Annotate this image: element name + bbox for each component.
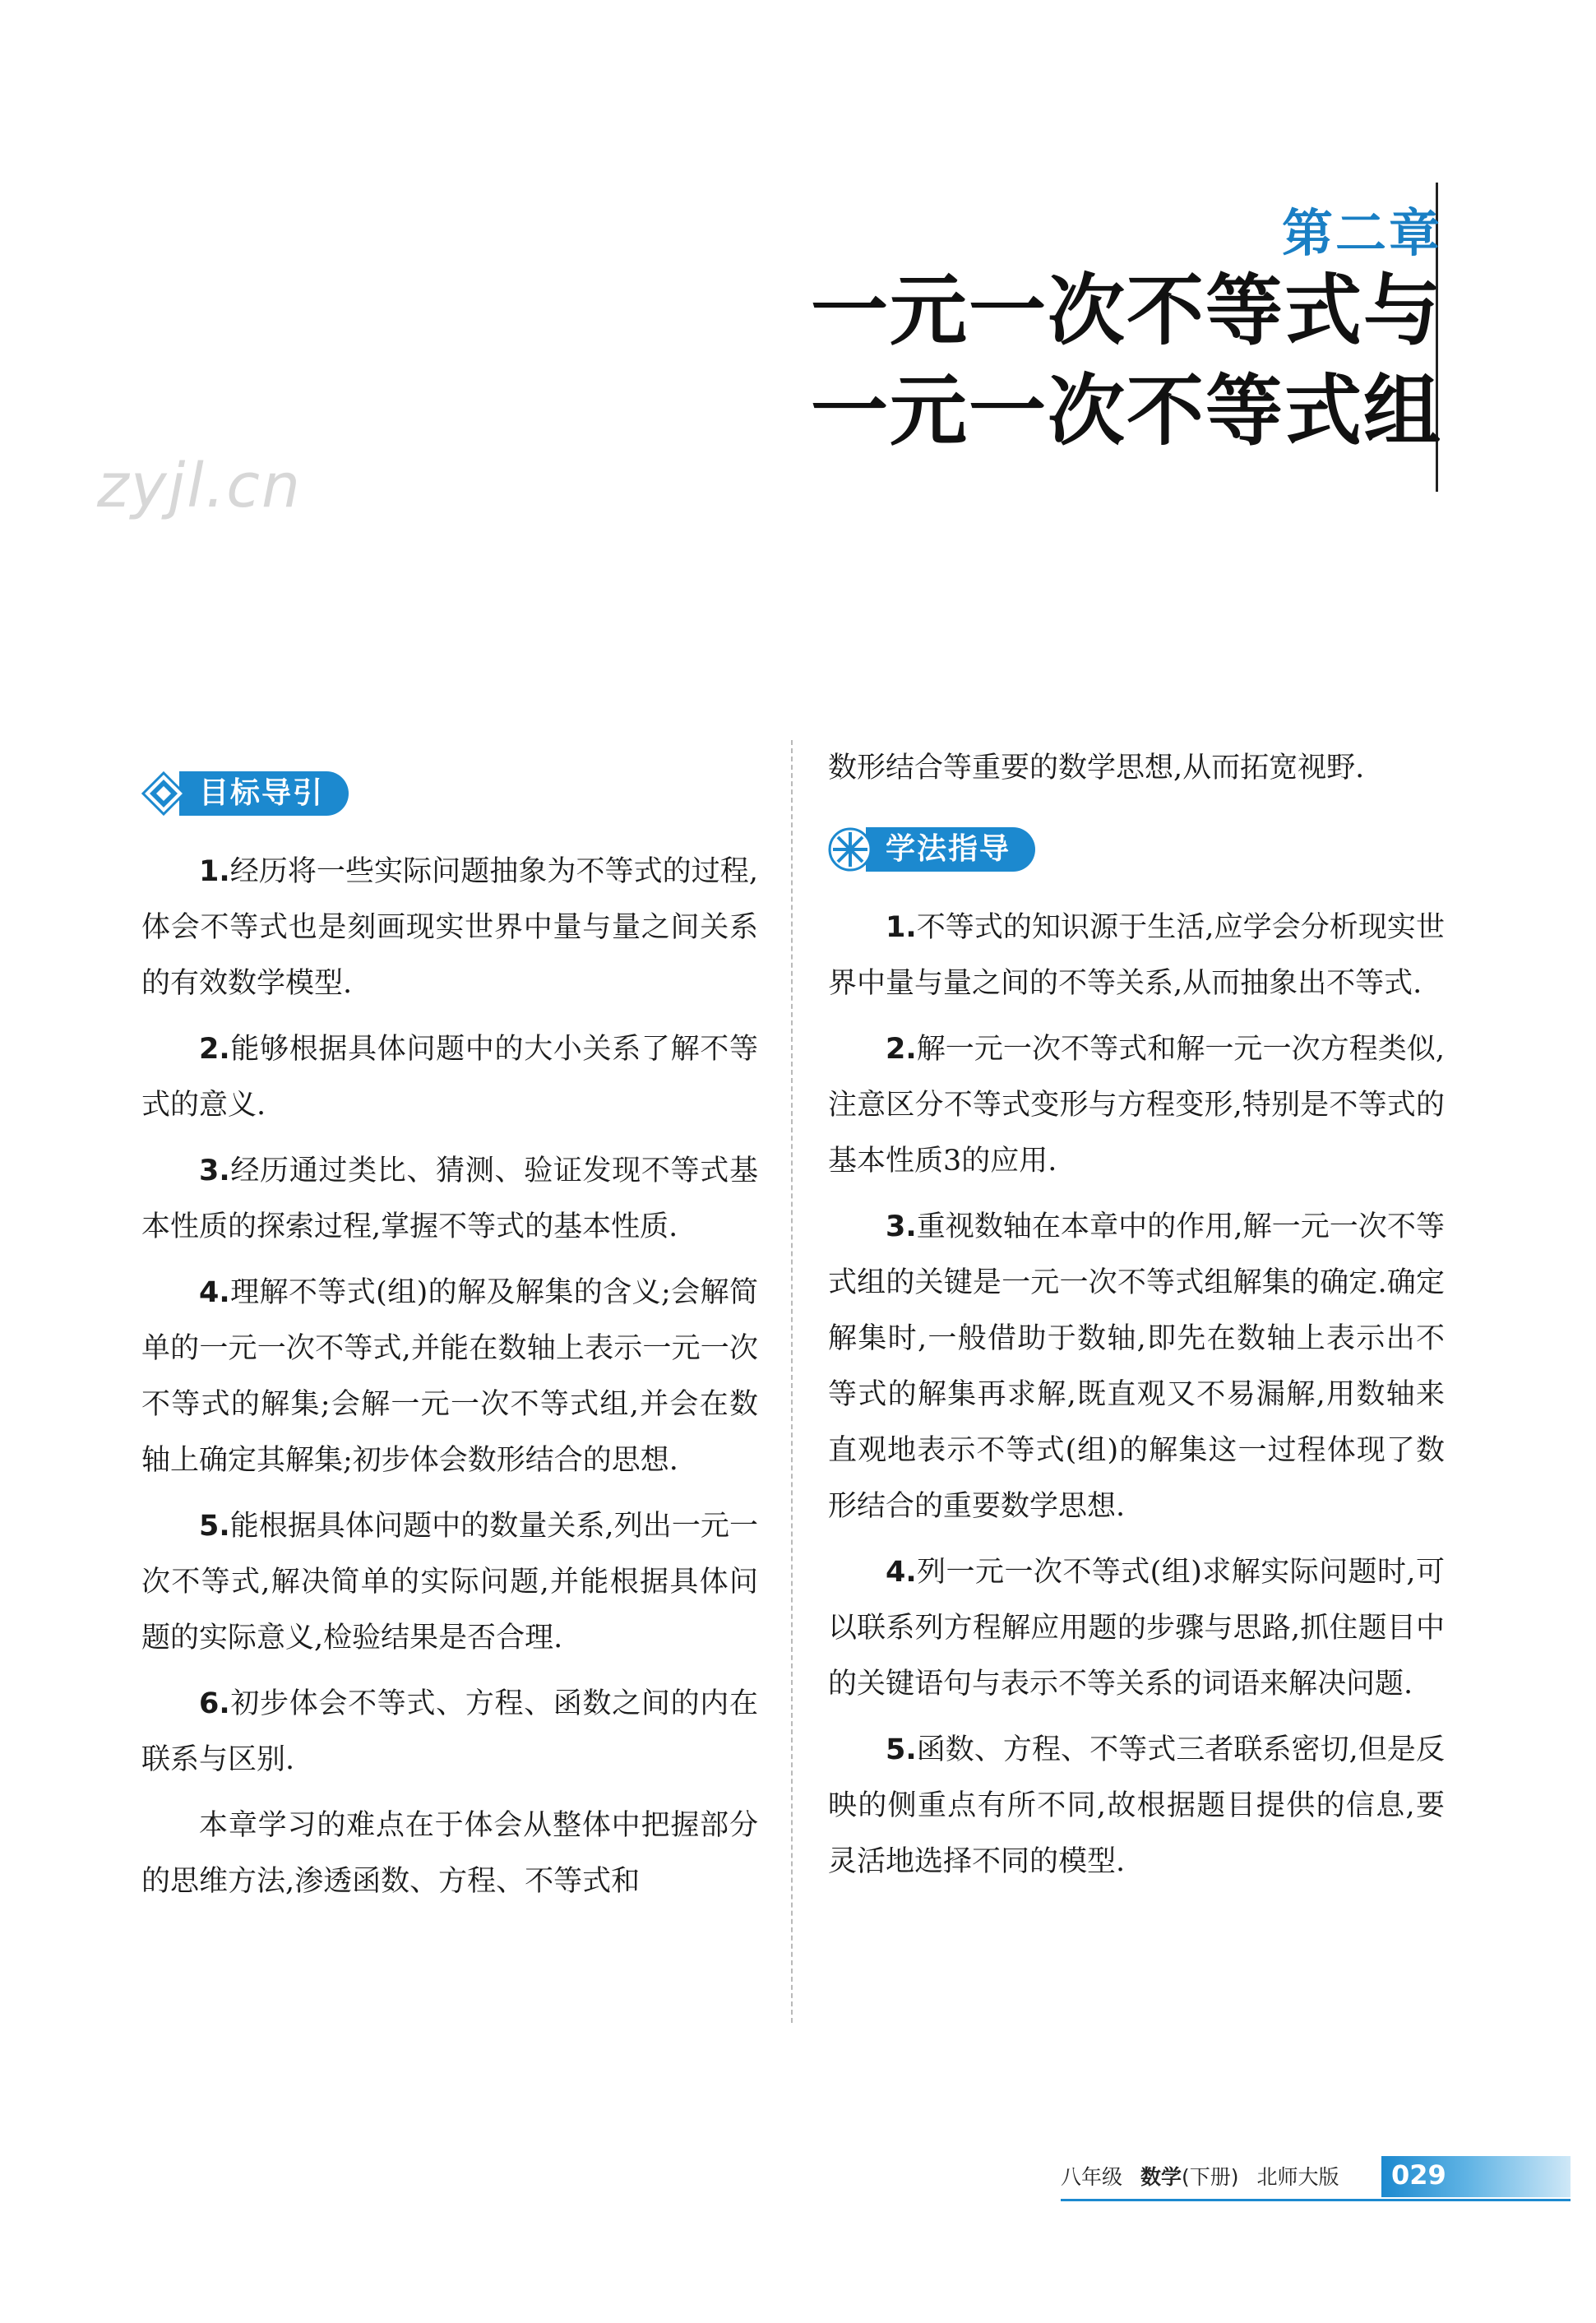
item-text: 能根据具体问题中的数量关系,列出一元一次不等式,解决简单的实际问题,并能根据具体问题的实际意义,检验结果是否合理. <box>141 1510 758 1654</box>
item-number: 2. <box>199 1033 230 1066</box>
list-item <box>141 1265 758 1488</box>
methods-list <box>828 900 1445 1890</box>
goals-list <box>141 844 758 1788</box>
list-item <box>828 1199 1445 1534</box>
section-title-goals: 目标导引 <box>179 771 349 816</box>
item-number: 1. <box>199 855 230 888</box>
page-footer <box>1061 2156 1571 2202</box>
left-column <box>141 740 758 1919</box>
chapter-title-line-1: 一元一次不等式与 <box>810 266 1442 357</box>
list-item <box>141 1498 758 1666</box>
footer-subject: 数学 <box>1140 2165 1182 2189</box>
page-number-box <box>1381 2156 1571 2197</box>
item-number: 5. <box>886 1733 917 1766</box>
list-item <box>141 1143 758 1255</box>
section-title-methods: 学法指导 <box>866 827 1035 872</box>
item-text: 解一元一次不等式和解一元一次方程类似,注意区分不等式变形与方程变形,特别是不等式的基本性质3的应用. <box>828 1033 1445 1178</box>
item-number: 1. <box>886 911 917 944</box>
watermark: zyjl.cn <box>97 451 302 521</box>
list-item <box>141 844 758 1011</box>
section-badge-goals <box>141 771 349 816</box>
closing-paragraph: 本章学习的难点在于体会从整体中把握部分的思维方法,渗透函数、方程、不等式和 <box>141 1809 758 1898</box>
diamond-icon <box>141 771 186 816</box>
item-text: 能够根据具体问题中的大小关系了解不等式的意义. <box>141 1033 758 1122</box>
item-number: 4. <box>886 1556 917 1589</box>
list-item <box>828 1544 1445 1712</box>
footer-volume: (下册) <box>1182 2165 1239 2189</box>
item-text: 经历将一些实际问题抽象为不等式的过程,体会不等式也是刻画现实世界中量与量之间关系的有效数学模型. <box>141 855 758 1000</box>
right-column <box>828 740 1445 1900</box>
item-number: 6. <box>199 1687 230 1720</box>
footer-grade: 八年级 <box>1061 2165 1123 2189</box>
list-item <box>828 900 1445 1011</box>
list-item <box>828 1722 1445 1890</box>
item-text: 理解不等式(组)的解及解集的含义;会解简单的一元一次不等式,并能在数轴上表示一元一次不等式的解集;会解一元一次不等式组,并会在数轴上确定其解集;初步体会数形结合的思想. <box>141 1276 758 1477</box>
chapter-label: 第二章 <box>1281 203 1442 263</box>
item-text: 函数、方程、不等式三者联系密切,但是反映的侧重点有所不同,故根据题目提供的信息,要灵活地选择不同的模型. <box>828 1733 1445 1878</box>
item-text: 重视数轴在本章中的作用,解一元一次不等式组的关键是一元一次不等式组解集的确定.确定解集时,一般借助于数轴,即先在数轴上表示出不等式的解集再求解,既直观又不易漏解,用数轴来直观地表示不等式(组)的解集这一过程体现了数形结合的重要数学思想. <box>828 1210 1445 1523</box>
column-divider <box>791 740 793 2023</box>
item-text: 初步体会不等式、方程、函数之间的内在联系与区别. <box>141 1687 758 1776</box>
list-item <box>141 1021 758 1133</box>
snowflake-icon <box>828 827 872 872</box>
list-item <box>141 1676 758 1788</box>
item-number: 2. <box>886 1033 917 1066</box>
item-text: 经历通过类比、猜测、验证发现不等式基本性质的探索过程,掌握不等式的基本性质. <box>141 1155 758 1243</box>
list-item <box>828 1021 1445 1189</box>
footer-edition: 北师大版 <box>1256 2165 1339 2189</box>
chapter-title-line-2: 一元一次不等式组 <box>810 367 1442 457</box>
item-number: 3. <box>199 1155 230 1187</box>
footer-info <box>1061 2161 1339 2191</box>
section-badge-methods <box>828 827 1035 872</box>
item-text: 列一元一次不等式(组)求解实际问题时,可以联系列方程解应用题的步骤与思路,抓住题目中的关键语句与表示不等关系的词语来解决问题. <box>828 1556 1445 1701</box>
item-text: 不等式的知识源于生活,应学会分析现实世界中量与量之间的不等关系,从而抽象出不等式. <box>828 911 1445 1000</box>
item-number: 5. <box>199 1510 230 1543</box>
continuation-text: 数形结合等重要的数学思想,从而拓宽视野. <box>828 752 1365 784</box>
page-number: 029 <box>1391 2159 1446 2191</box>
footer-line <box>1061 2199 1571 2201</box>
chapter-heading <box>810 203 1442 462</box>
item-number: 3. <box>886 1210 917 1243</box>
item-number: 4. <box>199 1276 230 1309</box>
